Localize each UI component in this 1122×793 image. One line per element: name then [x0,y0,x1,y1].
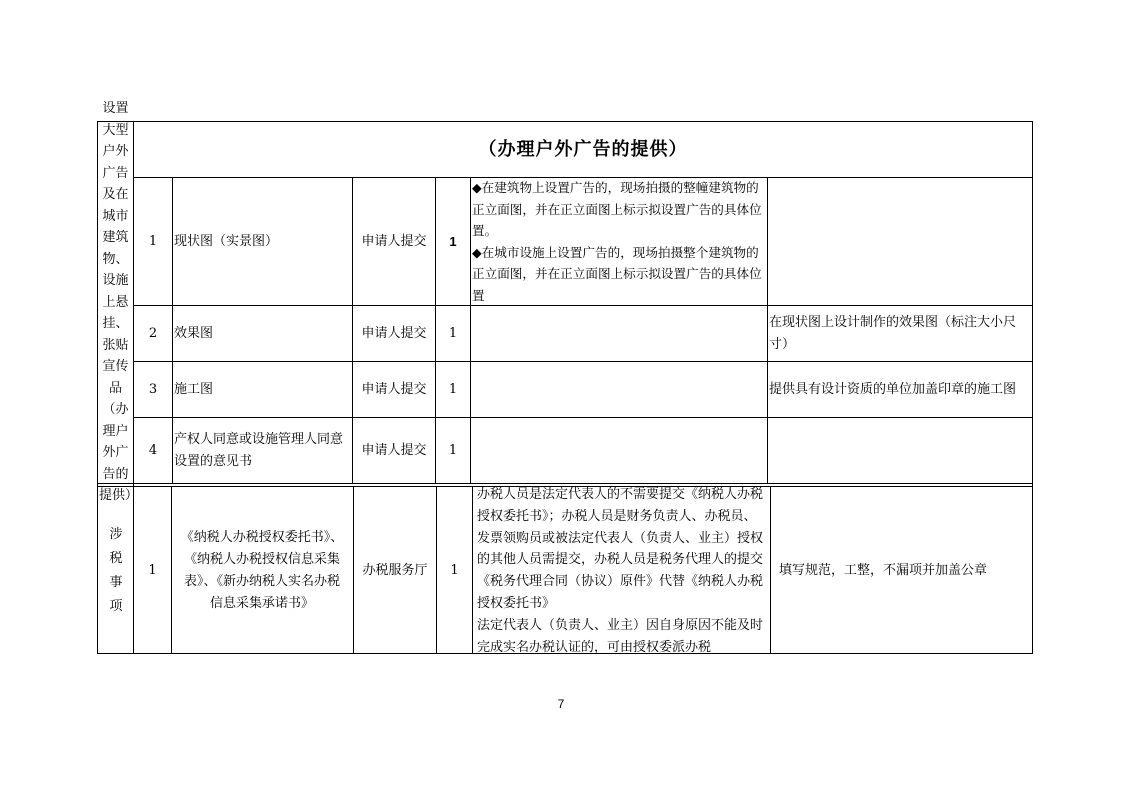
section2-category-text: 涉税事项 [109,526,123,614]
row4-notes [768,418,1032,483]
section2-category [108,487,124,654]
section1-title-text: （办理户外广告的提供） [478,138,688,160]
row3-material-text: 施工图 [174,381,214,397]
row2-source [353,306,435,361]
section2-row1-count-text: 1 [450,562,459,578]
section2-row1-notes-text: 填写规范，工整，不漏项并加盖公章 [779,562,988,578]
row4-count-text: 1 [448,442,458,458]
row2-no-text: 2 [148,325,158,341]
row3-source [353,362,435,417]
row3-no-text: 3 [148,381,158,397]
row1-no [134,178,172,305]
row2-count [436,306,470,361]
row2-notes [768,306,1032,361]
section2-row1-source-text: 办税服务厅 [362,562,428,578]
row4-material-text: 产权人同意或设施管理人同意设置的意见书 [174,432,344,469]
row2-material-text: 效果图 [174,325,214,341]
row1-requirements [472,177,767,305]
row2-notes-text: 在现状图上设计制作的效果图（标注大小尺寸） [769,315,1017,352]
row1-source-text: 申请人提交 [361,233,427,249]
row1-notes [768,178,1032,305]
col-divider-5a [470,177,471,483]
row3-source-text: 申请人提交 [361,381,427,397]
col-divider-2b [171,486,172,654]
row3-notes-text: 提供具有设计资质的单位加盖印章的施工图 [769,381,1017,397]
section2-requirement-2: 法定代表人（负责人、业主）因自身原因不能及时完成实名办税认证的，可由授权委派办税 [477,617,764,654]
row3-no [134,362,172,417]
col-divider-5b [472,486,473,654]
row3-count [436,362,470,417]
section2-row1-requirements [475,484,769,654]
row1-no-text: 1 [148,233,158,249]
row3-notes [768,362,1032,417]
section2-row1-count [437,487,472,654]
row4-source-text: 申请人提交 [361,442,427,458]
row2-material [173,306,352,361]
page-number: 7 [557,697,565,711]
section2-row1-material [174,487,350,654]
section2-row1-source [360,487,430,654]
section2-row1-material-text: 《纳税人办税授权委托书》、《纳税人办税授权信息采集表》、《新办纳税人实名办税信息采集承诺书》 [180,529,344,611]
col-divider-3b [353,486,354,654]
row1-material [173,178,352,305]
row1-requirement-1: ◆在建筑物上设置广告的，现场拍摄的整幢建筑物的正立面图，并在正立面图上标示拟设置广告的具体位置。 [472,180,762,238]
row3-count-text: 1 [448,381,458,397]
section1-category-text: 设置大型户外广告及在城市建筑物、设施上悬挂、张贴宣传品（办理户外广告的提供） [99,101,139,504]
row2-count-text: 1 [448,325,458,341]
row2-no [134,306,172,361]
section1-title [134,122,1032,177]
row4-no [134,418,172,483]
row1-requirement-2: ◆在城市设施上设置广告的，现场拍摄整个建筑物的正立面图，并在正立面图上标示拟设置广告的具体位置 [472,244,762,303]
section2-row1-no [134,487,171,654]
section1-category [98,101,139,504]
row4-material [173,418,352,483]
section2-requirement-1: 办税人员是法定代表人的不需要提交《纳税人办税授权委托书》；办税人员是财务负责人、办税员、发票领购员或被法定代表人（负责人、业主）授权的其他人员需提交，办税人员是税务代理人的提交《税务代理合同（协议）原件》代替《纳税人办税授权委托书》 [477,487,764,611]
section2-row1-notes [771,487,1032,654]
row4-source [353,418,435,483]
row1-material-text: 现状图（实景图） [174,233,279,249]
row4-no-text: 4 [148,442,158,458]
row1-count-text: 1 [449,233,457,249]
row3-material [173,362,352,417]
row1-count [436,178,470,305]
section2-row1-no-text: 1 [148,562,157,578]
row1-source [353,178,435,305]
row4-count [436,418,470,483]
row2-source-text: 申请人提交 [361,325,427,341]
